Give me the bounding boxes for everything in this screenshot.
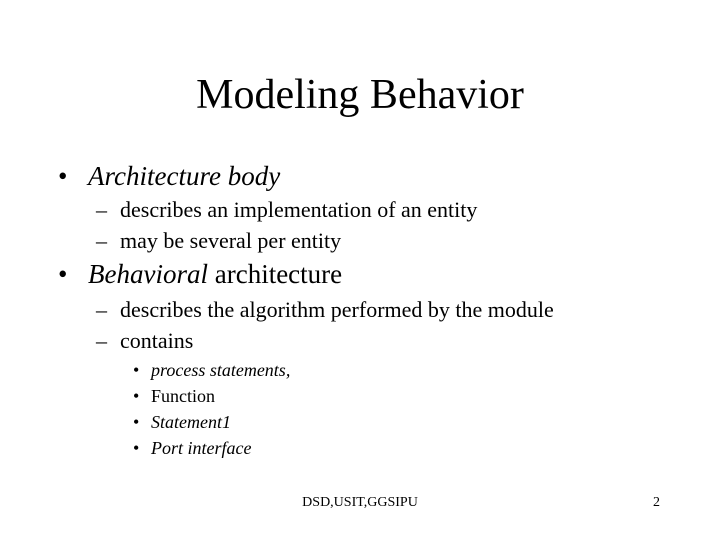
bullet-icon: • [133,386,140,406]
slide-title: Modeling Behavior [196,72,524,118]
sub-sub-bullet-text: process statements, [151,360,291,380]
sub-bullet-text: contains [120,328,194,353]
bullet-icon: • [133,360,140,380]
sub-bullet [96,196,477,224]
dash-icon: – [96,297,107,322]
bullet-icon: • [133,412,140,432]
sub-bullet [96,327,193,355]
sub-bullet-text: describes the algorithm performed by the module [120,297,554,322]
sub-sub-bullet [133,359,290,381]
sub-sub-bullet [133,385,215,407]
footer-text: DSD,USIT,GGSIPU [302,495,418,510]
bullet-behavioral-architecture [58,258,342,290]
bullet-text: Architecture body [88,161,281,191]
dash-icon: – [96,328,107,353]
sub-sub-bullet-text: Function [151,386,216,406]
dash-icon: – [96,197,107,222]
sub-bullet [96,296,554,324]
dash-icon: – [96,228,107,253]
page-number: 2 [653,495,660,510]
sub-sub-bullet-text: Statement1 [151,412,231,432]
bullet-text-italic: Behavioral [88,259,208,289]
sub-bullet-text: describes an implementation of an entity [120,197,478,222]
bullet-text-rest: architecture [207,259,343,289]
sub-sub-bullet [133,411,231,433]
bullet-icon: • [58,259,68,289]
bullet-icon: • [58,161,68,191]
sub-sub-bullet-text: Port interface [151,438,252,458]
bullet-icon: • [133,438,140,458]
sub-bullet-text: may be several per entity [120,228,342,253]
sub-bullet [96,227,341,255]
bullet-architecture-body [58,160,280,192]
sub-sub-bullet [133,437,251,459]
